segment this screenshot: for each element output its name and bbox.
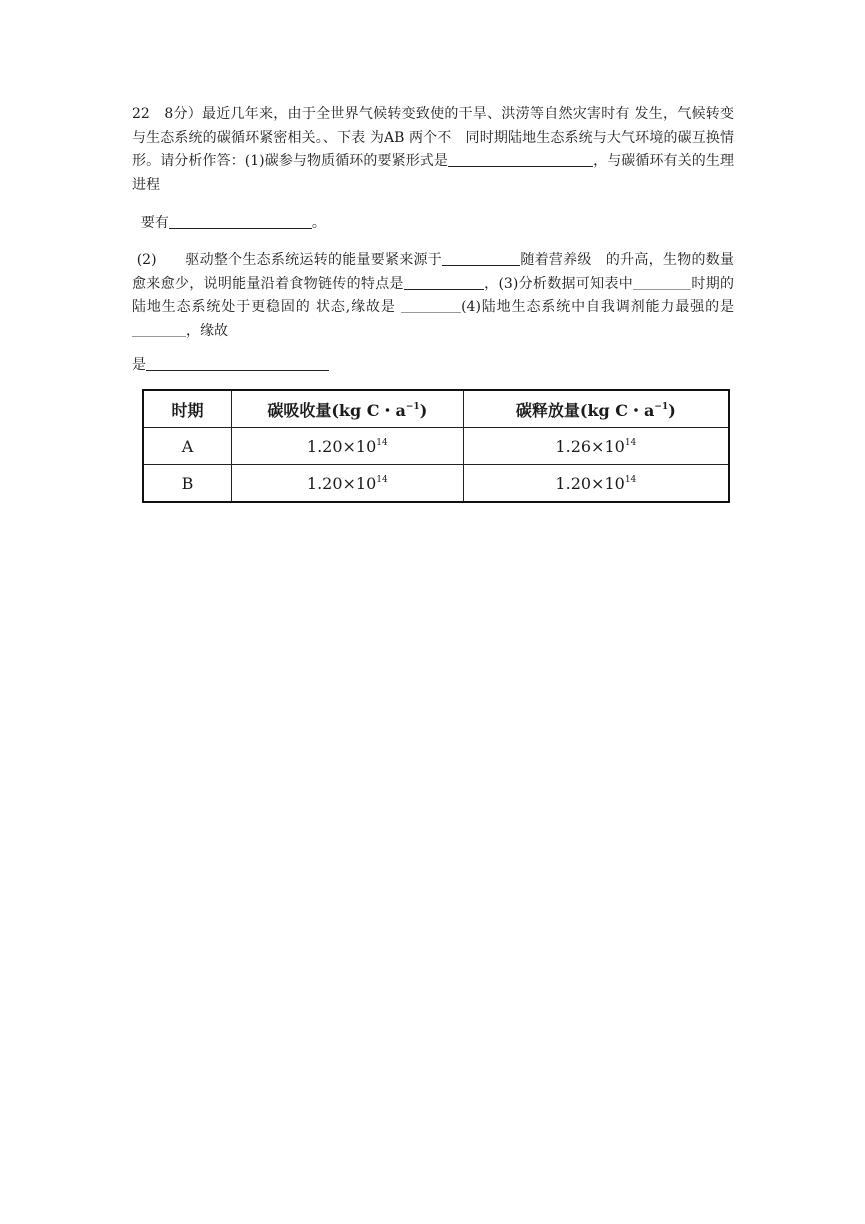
answer-blank[interactable] — [442, 251, 520, 266]
answer-blank[interactable] — [448, 152, 593, 167]
question-paragraph-1 — [132, 103, 734, 197]
question-text: ，与碳循环有关的生理进程 — [132, 153, 734, 193]
answer-blank[interactable] — [401, 298, 461, 313]
question-text: 时期的陆地生态系统处于更稳固的 状态,缘故是 — [132, 275, 735, 315]
question-text: (2) 驱动整个生态系统运转的能量要紧来源于 — [136, 252, 443, 268]
question-text: ，缘故 — [186, 322, 228, 339]
header-release: 碳释放量(kg C・$a^{-1}$) — [463, 390, 729, 428]
answer-blank[interactable] — [132, 322, 186, 337]
header-absorb: 碳吸收量(kg C・$a^{-1}$) — [231, 390, 463, 428]
table-row — [143, 428, 729, 465]
question-text: 是 — [132, 357, 146, 373]
cell-release: $1.26\times 10^{14}$ — [463, 428, 729, 465]
question-text: 。 — [311, 215, 326, 231]
answer-blank[interactable] — [146, 356, 329, 371]
question-text: 随着营养级 的升高，生物的数量愈来愈少，说明能量沿着食物链传的特点是 — [132, 252, 734, 292]
question-paragraph-4 — [132, 354, 734, 378]
carbon-exchange-table — [142, 389, 730, 503]
cell-absorb: $1.20\times 10^{14}$ — [231, 465, 463, 503]
cell-release: $1.20\times 10^{14}$ — [463, 465, 729, 503]
answer-blank[interactable] — [633, 275, 691, 290]
question-text: 要有 — [140, 215, 169, 231]
question-paragraph-3 — [132, 249, 734, 343]
header-period: 时期 — [143, 390, 231, 428]
table-header-row — [143, 390, 729, 428]
question-paragraph-2 — [132, 212, 734, 236]
table-row — [143, 465, 729, 503]
answer-blank[interactable] — [169, 214, 312, 229]
answer-blank[interactable] — [404, 275, 484, 290]
question-text: ，(3)分析数据可知表中 — [483, 275, 634, 292]
question-text: 22 8分）最近几年来，由于全世界气候转变致使的干旱、洪涝等自然灾害时有 发生，气候转变与生态系统的碳循环紧密相关。、下表 为AB 两个不 同时期陆地生态系统与大气环境的碳互换情形。请分析作答：(1)碳参与物质循环的要紧形式是 — [132, 106, 734, 169]
cell-period: A — [143, 428, 231, 465]
cell-period: B — [143, 465, 231, 503]
cell-absorb: $1.20\times 10^{14}$ — [231, 428, 463, 465]
question-text: (4)陆地生态系统中自我调剂能力最强的是 — [461, 299, 734, 315]
